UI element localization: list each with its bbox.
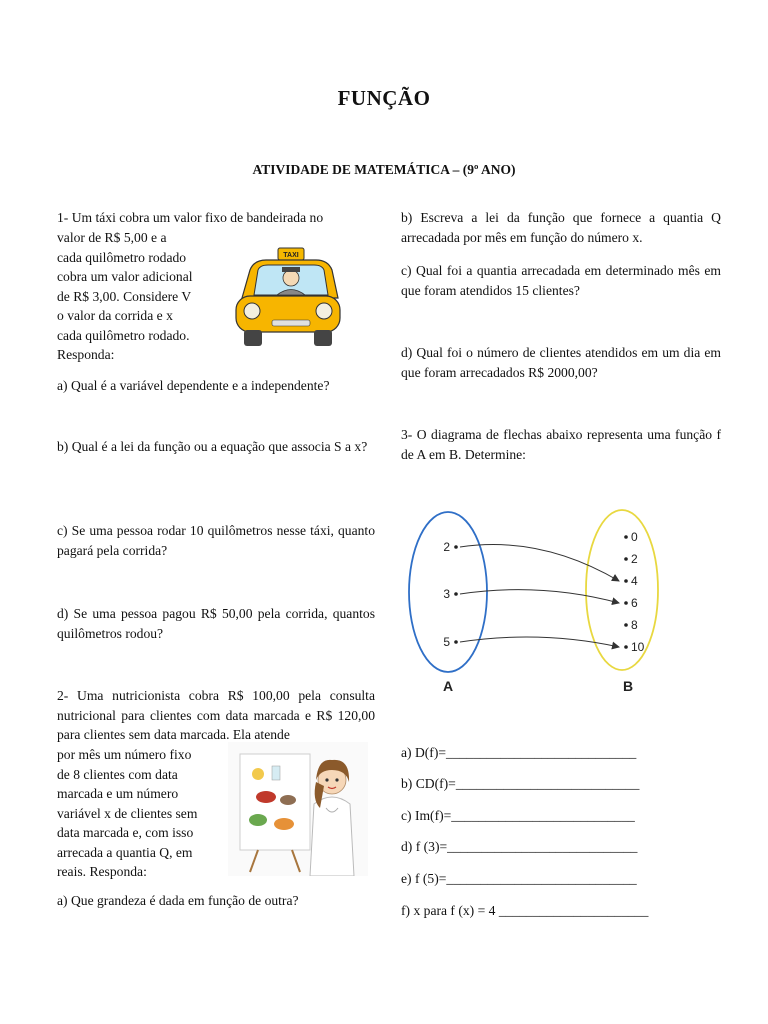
set-a-label: A bbox=[442, 678, 454, 694]
q1-intro-line: cobra um valor adicional bbox=[57, 269, 193, 284]
q3-answer-codomain: b) CD(f)=___________________________ bbox=[401, 776, 640, 791]
set-b-dot-4 bbox=[624, 579, 628, 583]
q1-intro-line: Responda: bbox=[57, 347, 115, 362]
nutritionist-illustration bbox=[228, 742, 368, 876]
taxi-sign-text: TAXI bbox=[283, 252, 299, 259]
q2-intro-wrapped bbox=[57, 745, 217, 882]
q1-c: c) Se uma pessoa rodar 10 quilômetros nesse táxi, quanto pagará pela corrida? bbox=[57, 523, 375, 558]
q3-intro: 3- O diagrama de flechas abaixo representa uma função f de A em B. Determine: bbox=[401, 427, 721, 462]
set-b-ellipse bbox=[586, 510, 658, 670]
q1-intro-first-line: 1- Um táxi cobra um valor fixo de bandeirada no bbox=[57, 210, 324, 225]
set-b-dot-0 bbox=[624, 535, 628, 539]
q1-intro-line: o valor da corrida e x bbox=[57, 308, 173, 323]
set-b-element-8: 8 bbox=[631, 618, 638, 632]
q2-intro-line: de 8 clientes com data bbox=[57, 766, 178, 782]
set-b-dot-10 bbox=[624, 645, 628, 649]
q1-intro-line: cada quilômetro rodado bbox=[57, 249, 187, 265]
q1-intro-line: valor de R$ 5,00 e a bbox=[57, 230, 167, 245]
q2-intro-line: variável x de clientes sem bbox=[57, 805, 198, 821]
set-b-dot-2 bbox=[624, 557, 628, 561]
page-title: FUNÇÃO bbox=[337, 86, 431, 110]
q3-answer-f3: d) f (3)=____________________________ bbox=[401, 839, 638, 854]
q2-intro-line: reais. Responda: bbox=[57, 864, 147, 879]
q2-d: d) Qual foi o número de clientes atendidos em um dia em que foram arrecadados R$ 2000,00? bbox=[401, 345, 721, 380]
q1-a: a) Qual é a variável dependente e a independente? bbox=[57, 378, 330, 393]
q3-answer-f5: e) f (5)=____________________________ bbox=[401, 871, 637, 886]
q3-answer-x-for-f4: f) x para f (x) = 4 ______________________ bbox=[401, 903, 649, 918]
set-a-elements bbox=[443, 540, 457, 649]
set-b-element-10: 10 bbox=[631, 640, 645, 654]
q1-d: d) Se uma pessoa pagou R$ 50,00 pela corrida, quantos quilômetros rodou? bbox=[57, 606, 375, 641]
set-b-elements bbox=[624, 530, 644, 654]
q2-intro-line: por mês um número fixo bbox=[57, 747, 192, 762]
set-a-dot-5 bbox=[454, 640, 458, 644]
q1-b: b) Qual é a lei da função ou a equação que associa S a x? bbox=[57, 439, 368, 454]
set-b-dot-6 bbox=[624, 601, 628, 605]
q2-intro-line: data marcada e, com isso bbox=[57, 825, 194, 840]
q2-intro: 2- Uma nutricionista cobra R$ 100,00 pela consulta nutricional para clientes com data marcada e R$ 120,00 para clientes sem data marcada. Ela atende bbox=[57, 688, 375, 742]
set-a-element-2: 2 bbox=[443, 540, 450, 554]
q3-answer-image: c) Im(f)=___________________________ bbox=[401, 808, 635, 823]
q3-answer-domain: a) D(f)=____________________________ bbox=[401, 745, 637, 760]
set-b-dot-8 bbox=[624, 623, 628, 627]
set-a-dot-3 bbox=[454, 592, 458, 596]
set-b-element-6: 6 bbox=[631, 596, 638, 610]
arrow-diagram bbox=[400, 505, 680, 695]
set-b-element-2: 2 bbox=[631, 552, 638, 566]
set-a-element-5: 5 bbox=[443, 635, 450, 649]
q1-intro-line: cada quilômetro rodado. bbox=[57, 327, 190, 343]
q2-intro-line: marcada e um número bbox=[57, 786, 179, 801]
q1-intro-wrapped bbox=[57, 228, 212, 365]
q2-a: a) Que grandeza é dada em função de outra? bbox=[57, 893, 299, 908]
q1-intro-line: de R$ 3,00. Considere V bbox=[57, 288, 192, 304]
set-b-element-0: 0 bbox=[631, 530, 638, 544]
q2-c: c) Qual foi a quantia arrecadada em determinado mês em que foram atendidos 15 clientes? bbox=[401, 263, 721, 298]
page-subtitle: ATIVIDADE DE MATEMÁTICA – (9º ANO) bbox=[252, 162, 516, 177]
q2-b: b) Escreva a lei da função que fornece a quantia Q arrecadada por mês em função do número x. bbox=[401, 210, 721, 245]
arrow-3-to-6 bbox=[460, 590, 619, 603]
taxi-illustration bbox=[232, 240, 344, 360]
set-b-element-4: 4 bbox=[631, 574, 638, 588]
set-b-label: B bbox=[622, 678, 634, 694]
q2-intro-line: arrecada a quantia Q, em bbox=[57, 844, 193, 860]
set-a-element-3: 3 bbox=[443, 587, 450, 601]
set-a-dot-2 bbox=[454, 545, 458, 549]
